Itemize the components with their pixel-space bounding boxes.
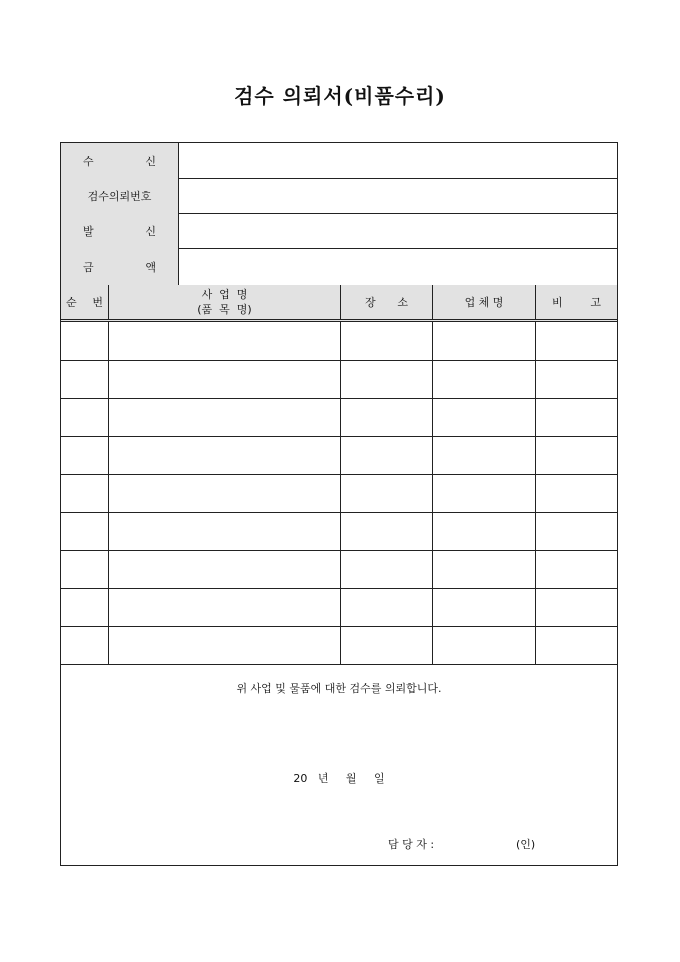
col-seq-left: 순 [66, 296, 77, 309]
cell-place[interactable] [341, 398, 433, 436]
field-row-request-number [61, 178, 617, 214]
cell-project[interactable] [109, 474, 341, 512]
field-row-recipient [61, 143, 617, 179]
recipient-label-right: 신 [145, 154, 156, 168]
cell-seq[interactable] [61, 322, 109, 360]
col-note-right: 고 [590, 296, 601, 309]
col-place-right: 소 [397, 296, 408, 309]
col-note-header [536, 285, 617, 319]
table-row [61, 360, 617, 399]
col-place-left: 장 [365, 296, 376, 309]
col-seq-header [61, 285, 109, 319]
signer-label: 담 당 자 : [388, 838, 435, 851]
cell-place[interactable] [341, 626, 433, 664]
table-row [61, 398, 617, 437]
cell-note[interactable] [536, 588, 617, 626]
field-row-amount [61, 248, 617, 286]
col-vendor-header: 업 체 명 [433, 285, 536, 319]
cell-note[interactable] [536, 436, 617, 474]
cell-vendor[interactable] [433, 398, 536, 436]
cell-place[interactable] [341, 360, 433, 398]
page-title: 검수 의뢰서(비품수리) [234, 84, 446, 108]
cell-seq[interactable] [61, 588, 109, 626]
cell-place[interactable] [341, 322, 433, 360]
cell-place[interactable] [341, 512, 433, 550]
request-statement: 위 사업 및 물품에 대한 검수를 의뢰합니다. [236, 682, 442, 695]
cell-vendor[interactable] [433, 550, 536, 588]
table-row [61, 588, 617, 627]
table-row [61, 436, 617, 475]
cell-note[interactable] [536, 398, 617, 436]
seal-mark: (인) [516, 838, 536, 851]
cell-project[interactable] [109, 360, 341, 398]
amount-label-left: 금 [83, 260, 94, 274]
col-seq-right: 번 [92, 296, 103, 309]
request-number-label: 검수의뢰번호 [61, 178, 179, 213]
cell-project[interactable] [109, 588, 341, 626]
table-row [61, 626, 617, 665]
cell-project[interactable] [109, 398, 341, 436]
cell-vendor[interactable] [433, 474, 536, 512]
cell-seq[interactable] [61, 550, 109, 588]
col-place-header [341, 285, 433, 319]
table-row [61, 322, 617, 361]
col-note-left: 비 [552, 296, 563, 309]
cell-vendor[interactable] [433, 512, 536, 550]
sender-label-left: 발 [83, 224, 94, 238]
cell-seq[interactable] [61, 436, 109, 474]
cell-vendor[interactable] [433, 436, 536, 474]
amount-label [61, 248, 179, 285]
cell-seq[interactable] [61, 360, 109, 398]
recipient-label [61, 143, 179, 178]
cell-vendor[interactable] [433, 626, 536, 664]
amount-label-right: 액 [145, 260, 156, 274]
cell-vendor[interactable] [433, 588, 536, 626]
col-project-line2: (품 목 명) [197, 303, 252, 316]
cell-project[interactable] [109, 550, 341, 588]
cell-project[interactable] [109, 512, 341, 550]
sender-label [61, 213, 179, 248]
sender-field[interactable] [180, 213, 617, 248]
cell-place[interactable] [341, 550, 433, 588]
col-project-header [109, 285, 341, 319]
cell-project[interactable] [109, 626, 341, 664]
cell-note[interactable] [536, 550, 617, 588]
cell-seq[interactable] [61, 398, 109, 436]
cell-seq[interactable] [61, 512, 109, 550]
cell-place[interactable] [341, 436, 433, 474]
cell-seq[interactable] [61, 474, 109, 512]
cell-place[interactable] [341, 588, 433, 626]
table-row [61, 512, 617, 551]
cell-place[interactable] [341, 474, 433, 512]
amount-field[interactable] [180, 248, 617, 285]
cell-seq[interactable] [61, 626, 109, 664]
cell-note[interactable] [536, 322, 617, 360]
sender-label-right: 신 [145, 224, 156, 238]
table-row [61, 474, 617, 513]
items-table-header [61, 285, 617, 322]
cell-vendor[interactable] [433, 360, 536, 398]
cell-note[interactable] [536, 474, 617, 512]
recipient-field[interactable] [180, 143, 617, 178]
table-row [61, 550, 617, 589]
field-row-sender [61, 213, 617, 249]
request-date: 20 년 월 일 [293, 772, 385, 785]
col-project-line1: 사 업 명 [201, 288, 248, 301]
cell-note[interactable] [536, 360, 617, 398]
cell-project[interactable] [109, 436, 341, 474]
recipient-label-left: 수 [83, 154, 94, 168]
cell-project[interactable] [109, 322, 341, 360]
request-number-field[interactable] [180, 178, 617, 213]
cell-vendor[interactable] [433, 322, 536, 360]
inspection-request-form [60, 142, 618, 866]
cell-note[interactable] [536, 626, 617, 664]
cell-note[interactable] [536, 512, 617, 550]
